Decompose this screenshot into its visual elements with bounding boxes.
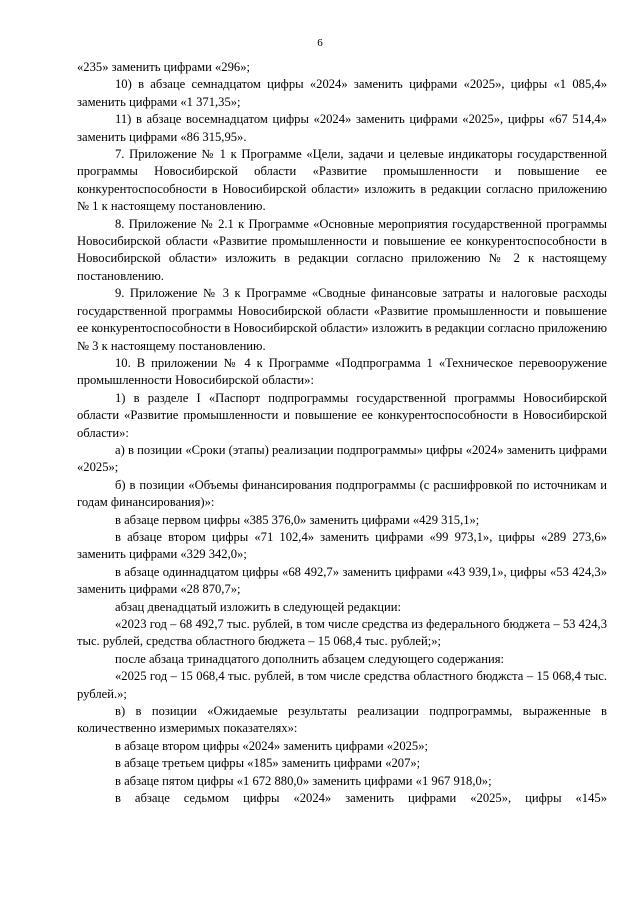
paragraph-subitem-a: а) в позиции «Сроки (этапы) реализации подпрограммы» цифры «2024» заменить цифрами «2025»; (77, 442, 607, 475)
paragraph-amendment: в абзаце седьмом цифры «2024» заменить цифрами «2025», цифры «145» (115, 791, 607, 806)
paragraph-section-7: 7. Приложение № 1 к Программе «Цели, задачи и целевые индикаторы государственной программы Новосибирской области «Развитие промышленности и повышение ее конкурентоспособности в Новосибирской области» изложить в редакции согласно приложению № 1 к настоящему постановлению. (77, 147, 607, 214)
paragraph-section-9: 9. Приложение № 3 к Программе «Сводные финансовые затраты и налоговые расходы государственной программы Новосибирской области «Развитие промышленности и повышение ее конкурентоспособности в Новосибирской области» изложить в редакции согласно приложению № 3 к настоящему постановлению. (77, 286, 607, 353)
paragraph-section-8: 8. Приложение № 2.1 к Программе «Основные мероприятия государственной программы Новосибирской области «Развитие промышленности и повышение ее конкурентоспособности в Новосибирской области» изложить в редакции согласно приложению № 2 к настоящему постановлению. (77, 216, 607, 283)
page-number: 6 (317, 37, 323, 49)
paragraph-subitem-b: б) в позиции «Объемы финансирования подпрограммы (с расшифровкой по источникам и годам финансирования)»: (77, 477, 607, 510)
paragraph-amendment: в абзаце втором цифры «71 102,4» заменить цифрами «99 973,1», цифры «289 273,6» заменить цифрами «329 342,0»; (77, 529, 607, 562)
paragraph-subitem-v: в) в позиции «Ожидаемые результаты реализации подпрограммы, выраженные в количественно измеримых показателях»: (77, 704, 607, 736)
paragraph-subitem-1: 1) в разделе I «Паспорт подпрограммы государственной программы Новосибирской области «Развитие промышленности и повышение ее конкурентоспособности в Новосибирской области»: (77, 390, 607, 440)
paragraph-amendment: в абзаце одиннадцатом цифры «68 492,7» заменить цифрами «43 939,1», цифры «53 424,3» заменить цифрами «28 870,7»; (77, 564, 607, 597)
paragraph-section-10: 10. В приложении № 4 к Программе «Подпрограмма 1 «Техническое перевооружение промышленности Новосибирской области»: (77, 355, 607, 388)
paragraph-amendment: абзац двенадцатый изложить в следующей редакции: (115, 599, 401, 614)
paragraph-quoted-2023: «2023 год – 68 492,7 тыс. рублей, в том числе средства из федерального бюджета – 53 424,3 тыс. рублей, средства областного бюджета – 15 068,4 тыс. рублей;»; (77, 617, 607, 649)
paragraph-continuation: «235» заменить цифрами «296»; (77, 60, 250, 74)
paragraph-amendment: в абзаце первом цифры «385 376,0» заменить цифрами «429 315,1»; (115, 512, 480, 527)
paragraph-item-10: 10) в абзаце семнадцатом цифры «2024» заменить цифрами «2025», цифры «1 085,4» заменить цифрами «1 371,35»; (77, 77, 607, 109)
document-body (77, 59, 607, 807)
paragraph-amendment: в абзаце третьем цифры «185» заменить цифрами «207»; (115, 756, 421, 771)
paragraph-quoted-2025: «2025 год – 15 068,4 тыс. рублей, в том числе средства областного бюджста – 15 068,4 тыс. рублей.»; (77, 669, 607, 701)
paragraph-amendment: в абзаце пятом цифры «1 672 880,0» заменить цифрами «1 967 918,0»; (115, 773, 492, 788)
paragraph-amendment: в абзаце втором цифры «2024» заменить цифрами «2025»; (115, 738, 429, 753)
paragraph-item-11: 11) в абзаце восемнадцатом цифры «2024» заменить цифрами «2025», цифры «67 514,4» заменить цифрами «86 315,95». (77, 112, 607, 144)
paragraph-amendment: после абзаца тринадцатого дополнить абзацем следующего содержания: (115, 651, 504, 666)
